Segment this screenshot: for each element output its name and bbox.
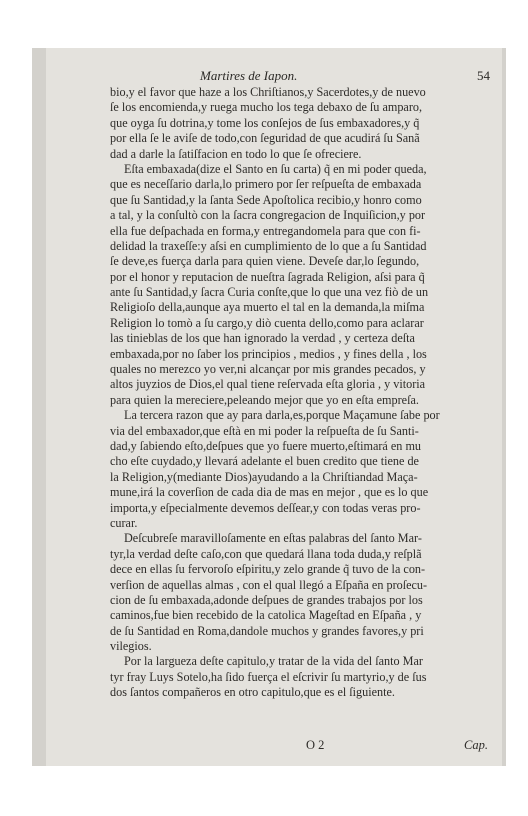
text-line: quales no merezco yo ver,ni alcançar por mis grandes pecados, y [110,362,426,377]
text-line: embaxada,por no ſaber los principios , medios , y fines della , los [110,346,427,361]
text-line: verſion de aquellas almas , con el qual llegó a Eſpaña en proſecu- [110,577,428,592]
page-footer [110,738,490,754]
text-line: Religioſo della,aunque aya muerto el tal en la demanda,la miſma [110,300,425,315]
text-line: vilegios. [110,639,152,654]
text-line: la Religion,y(mediante Dios)ayudando a la Chriſtiandad Maça- [110,469,418,484]
text-line: para quien la mereciere,peleando mejor que yo en eſta empreſa. [110,392,419,407]
text-line: bio,y el favor que haze a los Chriſtianos,y Sacerdotes,y de nuevo [110,85,426,99]
text-line: caminos,fue bien recebido de la catolica Mageſtad en Eſpaña , y [110,608,422,623]
text-line: ſe deve,es fuerça darla para quien viene. Deveſe dar,lo ſegundo, [110,254,420,269]
text-line: tyr fray Luys Sotelo,ha ſido fuerça el eſcrivir ſu martyrio,y de ſus [110,669,427,684]
text-line: por el honor y reputacion de nueſtra ſagrada Religion, aſsi para q̃ [110,269,425,284]
text-line: curar. [110,515,138,530]
running-head [110,68,490,84]
book-page [32,48,506,766]
text-line: Eſta embaxada(dize el Santo en ſu carta) q̃ en mi poder queda, [124,161,427,176]
text-line: que es neceſſario darla,lo primero por ſer reſpueſta de embaxada [110,177,422,192]
text-line: las tinieblas de los que han ignorado la verdad , y certeza deſta [110,331,415,346]
text-line: dad,y ſabiendo eſto,deſpues que yo fuere muerto,eſtimará en mu [110,438,422,453]
text-line: que ſu Santidad,y la ſanta Sede Apoſtolica recibio,y honro como [110,192,422,207]
text-line: Por la largueza deſte capitulo,y tratar de la vida del ſanto Mar [124,654,423,669]
page-leaf [46,48,502,766]
text-line: via del embaxador,que eſtà en mi poder la reſpueſta de ſu Santi- [110,423,419,438]
text-line: delidad la traxeſſe:y aſsi en cumplimiento de lo que a ſu Santidad [110,238,427,253]
text-line: cho eſte cuydado,y llevará adelante el buen credito que tiene de [110,454,419,469]
text-line: ante ſu Santidad,y ſacra Curia conſte,que lo que una vez fiò de un [110,285,429,300]
running-title: Martires de Iapon. [200,68,298,83]
signature-mark: O 2 [306,738,325,752]
text-line: ſe los encomienda,y ruega mucho los tega debaxo de ſu amparo, [110,100,423,115]
text-line: de ſu Santidad en Roma,dandole muchos y grandes favores,y pri [110,623,424,638]
text-line: a tal, y la conſultò con la ſacra congregacion de Inquiſicion,y por [110,208,426,223]
text-line: Deſcubreſe maravilloſamente en eſtas palabras del ſanto Mar- [124,531,422,546]
text-line: que oyga ſu dotrina,y tome los conſejos de ſus embaxadores,y q̃ [110,115,420,130]
catchword: Cap. [464,738,488,752]
text-line: importa,y eſpecialmente devemos deſſear,y con todas veras pro- [110,500,421,515]
text-line: dos ſantos compañeros en otro capitulo,que es el ſiguiente. [110,685,395,700]
text-line: altos juyzios de Dios,el qual tiene reſervada eſta gloria , y vitoria [110,377,426,392]
page-number: 54 [477,68,490,83]
text-line: mune,irá la coverſion de cada dia de mas en mejor , que es lo que [110,485,429,500]
text-line: cion de ſu embaxada,adonde deſpues de grandes trabajos por los [110,592,423,607]
text-line: por ella ſe le aviſe de todo,con ſeguridad de que acudirá ſu Sanã [110,131,420,146]
text-line: ella fue deſpachada en forma,y entregandomela para que con fi- [110,223,421,238]
text-line: La tercera razon que ay para darla,es,porque Maçamune ſabe por [124,408,440,423]
text-line: dad a darle la ſatiſfacion en todo lo que ſe ofreciere. [110,146,362,161]
text-line: dece en ellas ſu fervoroſo eſpiritu,y zelo grande q̃ tuvo de la con- [110,562,426,577]
text-line: Religion lo tomò a ſu cargo,y diò cuenta dello,como para aclarar [110,315,424,330]
text-line: tyr,la verdad deſte caſo,con que quedará llana toda duda,y reſplã [110,546,422,561]
body-text [110,85,500,701]
